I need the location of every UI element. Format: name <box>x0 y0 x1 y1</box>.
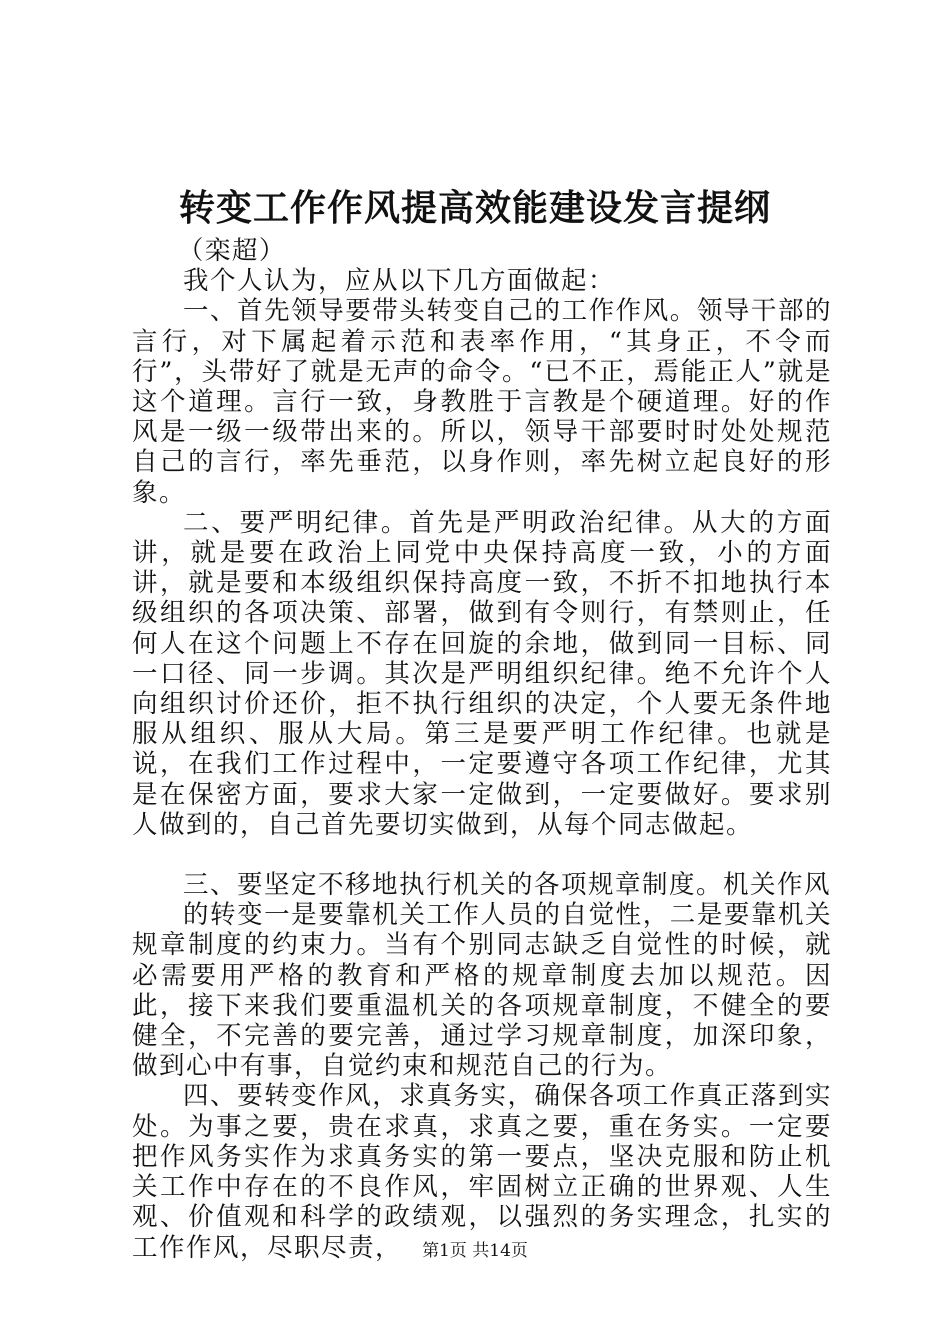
intro-paragraph: 我个人认为，应从以下几方面做起： <box>183 266 616 297</box>
paragraph-section-3-heading: 三、要坚定不移地执行机关的各项规章制度。机关作风 <box>183 870 832 901</box>
blank-line <box>132 840 832 870</box>
paragraph-section-4: 四、要转变作风，求真务实，确保各项工作真正落到实处。为事之要，贵在求真，求真之要，重在务实。一定要把作风务实作为求真务实的第一要点，坚决克服和防止机关工作中存在的不良作风，牢固树立正确的世界观、人生观、价值观和科学的政绩观，以强烈的务实理念，扎实的工作作风，尽职尽责， <box>132 1081 832 1263</box>
document-body <box>132 236 832 1263</box>
paragraph-section-3-body: 的转变一是要靠机关工作人员的自觉性，二是要靠机关规章制度的约束力。当有个别同志缺乏自觉性的时候，就必需要用严格的教育和严格的规章制度去加以规范。因此，接下来我们要重温机关的各项规章制度，不健全的要健全，不完善的要完善，通过学习规章制度，加深印象，做到心中有事，自觉约束和规范自己的行为。 <box>132 900 832 1082</box>
page-footer: 第1页 共14页 <box>422 1241 528 1261</box>
author-line: （栾超） <box>177 236 286 266</box>
document-title: 转变工作作风提高效能建设发言提纲 <box>178 187 771 229</box>
paragraph-section-2: 二、要严明纪律。首先是严明政治纪律。从大的方面讲，就是要在政治上同党中央保持高度一致，小的方面讲，就是要和本级组织保持高度一致，不折不扣地执行本级组织的各项决策、部署，做到有令则行，有禁则止，任何人在这个问题上不存在回旋的余地，做到同一目标、同一口径、同一步调。其次是严明组织纪律。绝不允许个人向组织讨价还价，拒不执行组织的决定，个人要无条件地服从组织、服从大局。第三是要严明工作纪律。也就是说，在我们工作过程中，一定要遵守各项工作纪律，尤其是在保密方面，要求大家一定做到，一定要做好。要求别人做到的，自己首先要切实做到，从每个同志做起。 <box>132 507 832 840</box>
paragraph-section-1: 一、首先领导要带头转变自己的工作作风。领导干部的言行，对下属起着示范和表率作用，“其身正，不令而行”，头带好了就是无声的命令。“已不正，焉能正人”就是这个道理。言行一致，身教胜于言教是个硬道理。好的作风是一级一级带出来的。所以，领导干部要时时处处规范自己的言行，率先垂范，以身作则，率先树立起良好的形象。 <box>132 296 832 508</box>
